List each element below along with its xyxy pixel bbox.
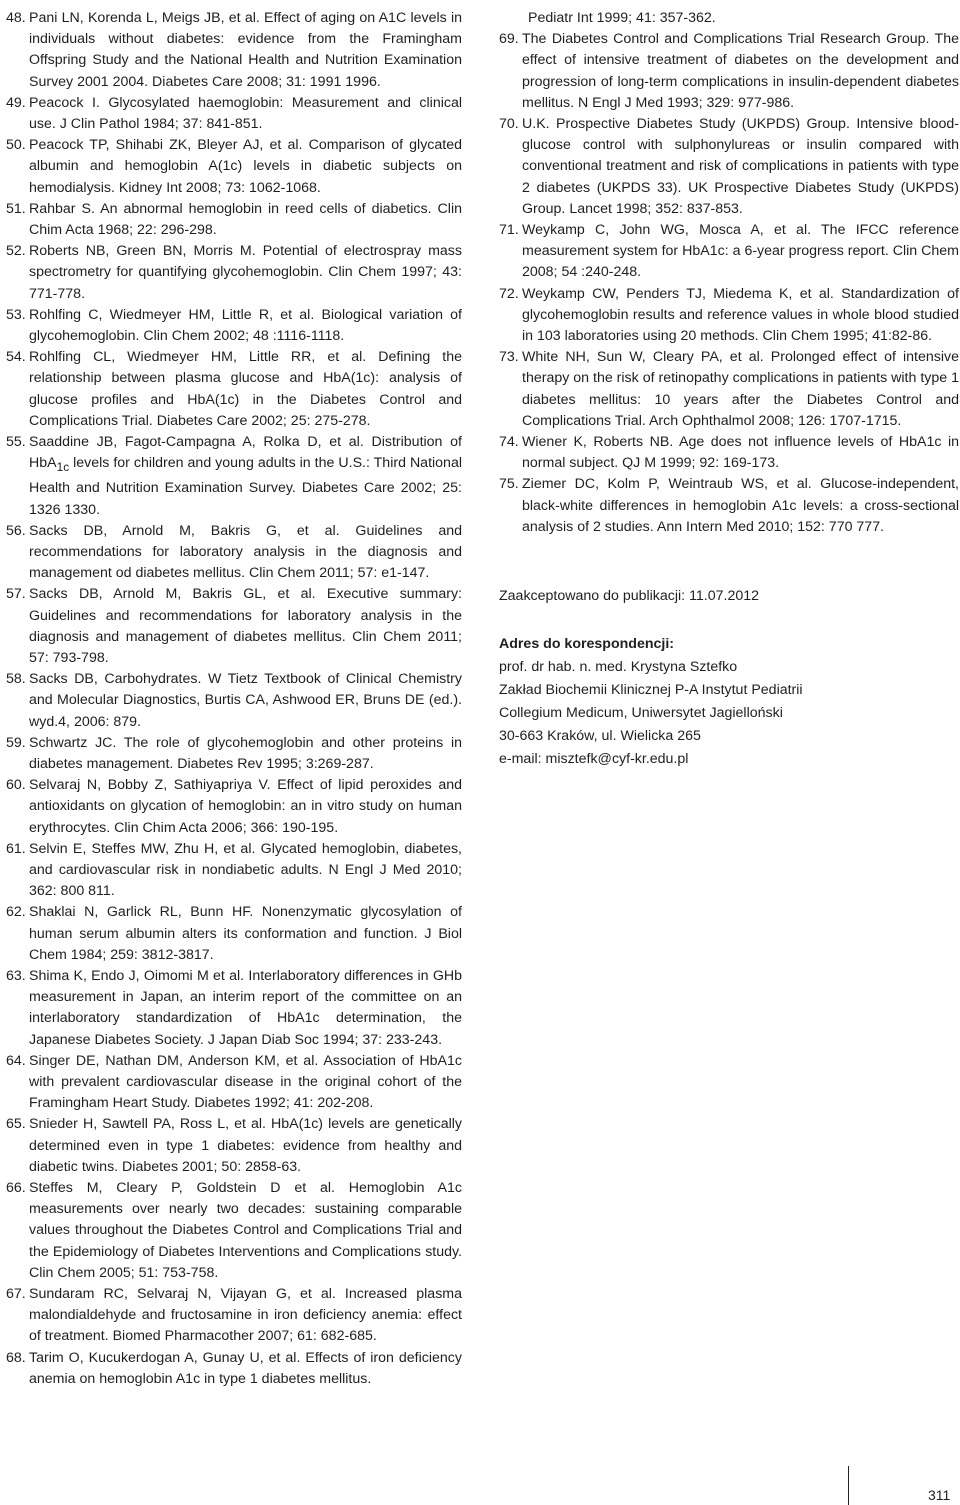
reference-number: 50. — [6, 137, 26, 154]
reference-number: 52. — [6, 243, 26, 260]
reference-number: 71. — [499, 222, 519, 239]
reference-text-part: levels for children and young adults in the U.S.: Third National Health and Nutrition Examination Survey. Diabetes Care 2002; 25: 1326 1330. — [29, 455, 462, 518]
reference-text: Steffes M, Cleary P, Goldstein D et al. Hemoglobin A1c measurements over nearly two decades: sustaining comparable values throughout the Diabetes Control and Complications Trial and the Epidemiology of Diabetes Interventions and Complications study. Clin Chem 2005; 51: 753-758. — [29, 1180, 462, 1281]
reference-number: 61. — [6, 840, 26, 857]
reference-68-continuation: Pediatr Int 1999; 41: 357-362. — [528, 10, 716, 26]
reference-60 — [6, 775, 462, 839]
correspondence-department: Zakład Biochemii Klinicznej P-A Instytut Pediatrii — [499, 682, 803, 699]
reference-71 — [499, 220, 959, 284]
reference-number: 68. — [6, 1349, 26, 1366]
reference-text: Rohlfing C, Wiedmeyer HM, Little R, et al. Biological variation of glycohemoglobin. Clin Chem 2002; 48 :1116-1118. — [29, 306, 462, 345]
reference-text: Peacock TP, Shihabi ZK, Bleyer AJ, et al. Comparison of glycated albumin and hemoglobin A(1c) levels in diabetic subjects on hemodialysis. Kidney Int 2008; 73: 1062-1068. — [29, 137, 462, 196]
reference-text: Weykamp CW, Penders TJ, Miedema K, et al. Standardization of glycohemoglobin results and reference values in whole blood studied in 103 laboratories using 20 methods. Clin Chem 1995; 41:82-86. — [522, 285, 959, 345]
reference-text: Roberts NB, Green BN, Morris M. Potential of electrospray mass spectrometry for quantifying glycohemoglobin. Clin Chem 1997; 43: 771-778. — [29, 243, 462, 302]
reference-text-part: Saaddine JB, Fagot-Campagna A, Rolka D, et al. Distribution of HbA — [29, 434, 462, 472]
correspondence-heading: Adres do korespondencji: — [499, 636, 675, 653]
reference-text: Peacock I. Glycosylated haemoglobin: Measurement and clinical use. J Clin Pathol 1984; 37: 841-851. — [29, 94, 462, 133]
reference-text: Rohlfing CL, Wiedmeyer HM, Little RR, et al. Defining the relationship between plasma glucose and HbA(1c): analysis of glucose profiles and HbA(1c) in the Diabetes Control and Complications Trial. Diabetes Care 2002; 25: 275-278. — [29, 349, 462, 429]
correspondence-institution: Collegium Medicum, Uniwersytet Jagielloński — [499, 705, 783, 722]
page-number-rule — [848, 1466, 849, 1505]
reference-67 — [6, 1284, 462, 1348]
reference-text: Weykamp C, John WG, Mosca A, et al. The IFCC reference measurement system for HbA1c: a 6-year progress report. Clin Chem 2008; 54 :240-248. — [522, 222, 959, 281]
reference-56 — [6, 521, 462, 585]
reference-75 — [499, 474, 959, 538]
right-column — [499, 8, 959, 771]
reference-number: 56. — [6, 522, 26, 539]
left-column — [6, 8, 462, 1390]
reference-text: Shaklai N, Garlick RL, Bunn HF. Nonenzymatic glycosylation of human serum albumin alters its conformation and function. J Biol Chem 1984; 259: 3812-3817. — [29, 904, 462, 963]
reference-70 — [499, 114, 959, 220]
reference-number: 60. — [6, 777, 26, 794]
reference-48 — [6, 8, 462, 93]
reference-text: Singer DE, Nathan DM, Anderson KM, et al. Association of HbA1c with prevalent cardiovascular disease in the original cohort of the Framingham Heart Study. Diabetes 1992; 41: 202-208. — [29, 1052, 462, 1112]
reference-number: 57. — [6, 586, 26, 603]
correspondence-email: e-mail: misztefk@cyf-kr.edu.pl — [499, 751, 689, 768]
reference-72 — [499, 284, 959, 348]
acceptance-date: Zaakceptowano do publikacji: 11.07.2012 — [499, 588, 760, 605]
reference-52 — [6, 241, 462, 305]
reference-number: 67. — [6, 1286, 26, 1303]
reference-text: Schwartz JC. The role of glycohemoglobin and other proteins in diabetes management. Diabetes Rev 1995; 3:269-287. — [29, 734, 462, 772]
reference-number: 51. — [6, 200, 26, 217]
reference-number: 74. — [499, 434, 519, 451]
reference-number: 58. — [6, 671, 26, 688]
correspondence-name: prof. dr hab. n. med. Krystyna Sztefko — [499, 659, 738, 676]
reference-number: 48. — [6, 10, 26, 26]
page-number: 311 — [928, 1487, 951, 1503]
reference-text: U.K. Prospective Diabetes Study (UKPDS) Group. Intensive blood-glucose control with sulphonylureas or insulin compared with conventional treatment and risk of complications in patients with type 2 diabetes (UKPDS 33). UK Prospective Diabetes Study (UKPDS) Group. Lancet 1998; 352: 837-853. — [522, 116, 959, 217]
reference-number: 49. — [6, 94, 26, 111]
reference-number: 72. — [499, 285, 519, 302]
reference-text: Shima K, Endo J, Oimomi M et al. Interlaboratory differences in GHb measurement in Japan, an interim report of the committee on an interlaboratory standardization of HbA1c determination, the Japanese Diabetes Society. J Japan Diab Soc 1994; 37: 233-243. — [29, 967, 462, 1048]
reference-55 — [6, 432, 462, 521]
reference-text: Tarim O, Kucukerdogan A, Gunay U, et al. Effects of iron deficiency anemia on hemoglobin A1c in type 1 diabetes mellitus. — [29, 1349, 462, 1387]
reference-66 — [6, 1178, 462, 1284]
reference-text: Snieder H, Sawtell PA, Ross L, et al. HbA(1c) levels are genetically determined even in type 1 diabetes: evidence from healthy and diabetic twins. Diabetes 2001; 50: 2858-63. — [29, 1116, 462, 1175]
reference-74 — [499, 432, 959, 474]
reference-text: Sacks DB, Carbohydrates. W Tietz Textbook of Clinical Chemistry and Molecular Diagnostics, Burtis CA, Ashwood ER, Bruns DE (ed.). wyd.4, 2006: 879. — [29, 671, 462, 730]
reference-73 — [499, 347, 959, 432]
reference-text: Ziemer DC, Kolm P, Weintraub WS, et al. Glucose-independent, black-white differences in hemoglobin A1c levels: a cross-sectional analysis of 2 studies. Ann Intern Med 2010; 152: 770 777. — [522, 476, 959, 535]
correspondence-block — [499, 633, 959, 771]
subscript-text: 1c — [56, 460, 70, 475]
reference-50 — [6, 135, 462, 199]
reference-58 — [6, 669, 462, 733]
reference-number: 59. — [6, 734, 26, 751]
reference-49 — [6, 93, 462, 135]
reference-number: 63. — [6, 967, 26, 984]
reference-64 — [6, 1051, 462, 1115]
reference-51 — [6, 199, 462, 241]
reference-65 — [6, 1114, 462, 1178]
reference-number: 65. — [6, 1116, 26, 1133]
reference-text: Sundaram RC, Selvaraj N, Vijayan G, et al. Increased plasma malondialdehyde and fructosamine in iron deficiency anemia: effect of treatment. Biomed Pharmacother 2007; 61: 682-685. — [29, 1286, 462, 1345]
reference-text: White NH, Sun W, Cleary PA, et al. Prolonged effect of intensive therapy on the risk of retinopathy complications in patients with type 1 diabetes mellitus: 10 years after the Diabetes Control and Complications Trial. Arch Ophthalmol 2008; 126: 1707-1715. — [522, 349, 959, 429]
reference-54 — [6, 347, 462, 432]
reference-number: 75. — [499, 476, 519, 493]
reference-number: 53. — [6, 306, 26, 323]
reference-text — [29, 432, 462, 521]
reference-62 — [6, 902, 462, 966]
reference-number: 54. — [6, 349, 26, 366]
reference-59 — [6, 733, 462, 775]
reference-text: Wiener K, Roberts NB. Age does not influence levels of HbA1c in normal subject. QJ M 1999; 92: 169-173. — [522, 434, 959, 472]
reference-57 — [6, 584, 462, 669]
reference-number: 70. — [499, 116, 519, 133]
reference-number: 62. — [6, 904, 26, 921]
reference-53 — [6, 305, 462, 347]
reference-text: The Diabetes Control and Complications Trial Research Group. The effect of intensive treatment of diabetes on the development and progression of long-term complications in insulin-dependent diabetes mellitus. N Engl J Med 1993; 329: 977-986. — [522, 31, 959, 111]
reference-number: 66. — [6, 1180, 26, 1196]
reference-63 — [6, 966, 462, 1051]
correspondence-address: 30-663 Kraków, ul. Wielicka 265 — [499, 728, 701, 745]
reference-text: Rahbar S. An abnormal hemoglobin in reed cells of diabetics. Clin Chim Acta 1968; 22: 296-298. — [29, 200, 462, 239]
reference-text: Selvaraj N, Bobby Z, Sathiyapriya V. Effect of lipid peroxides and antioxidants on glycation of hemoglobin: an in vitro study on human erythrocytes. Clin Chim Acta 2006; 366: 190-195. — [29, 777, 462, 836]
reference-text: Sacks DB, Arnold M, Bakris G, et al. Guidelines and recommendations for laboratory analysis in the diagnosis and management od diabetes mellitus. Clin Chem 2011; 57: e1-147. — [29, 522, 462, 582]
reference-61 — [6, 839, 462, 903]
reference-number: 69. — [499, 31, 519, 48]
reference-number: 73. — [499, 349, 519, 366]
reference-text: Sacks DB, Arnold M, Bakris GL, et al. Executive summary: Guidelines and recommendations for laboratory analysis in the diagnosis and management of diabetes mellitus. Clin Chem 2011; 57: 793-798. — [29, 586, 462, 666]
reference-text: Selvin E, Steffes MW, Zhu H, et al. Glycated hemoglobin, diabetes, and cardiovascular risk in nondiabetic adults. N Engl J Med 2010; 362: 800 811. — [29, 840, 462, 900]
reference-number: 64. — [6, 1052, 26, 1069]
reference-68 — [6, 1348, 462, 1390]
reference-69 — [499, 29, 959, 114]
reference-number: 55. — [6, 434, 26, 451]
reference-text: Pani LN, Korenda L, Meigs JB, et al. Effect of aging on A1C levels in individuals without diabetes: evidence from the Framingham Offspring Study and the National Health and Nutrition Examination Survey 2001 2004. Diabetes Care 2008; 31: 1991 1996. — [29, 10, 462, 90]
